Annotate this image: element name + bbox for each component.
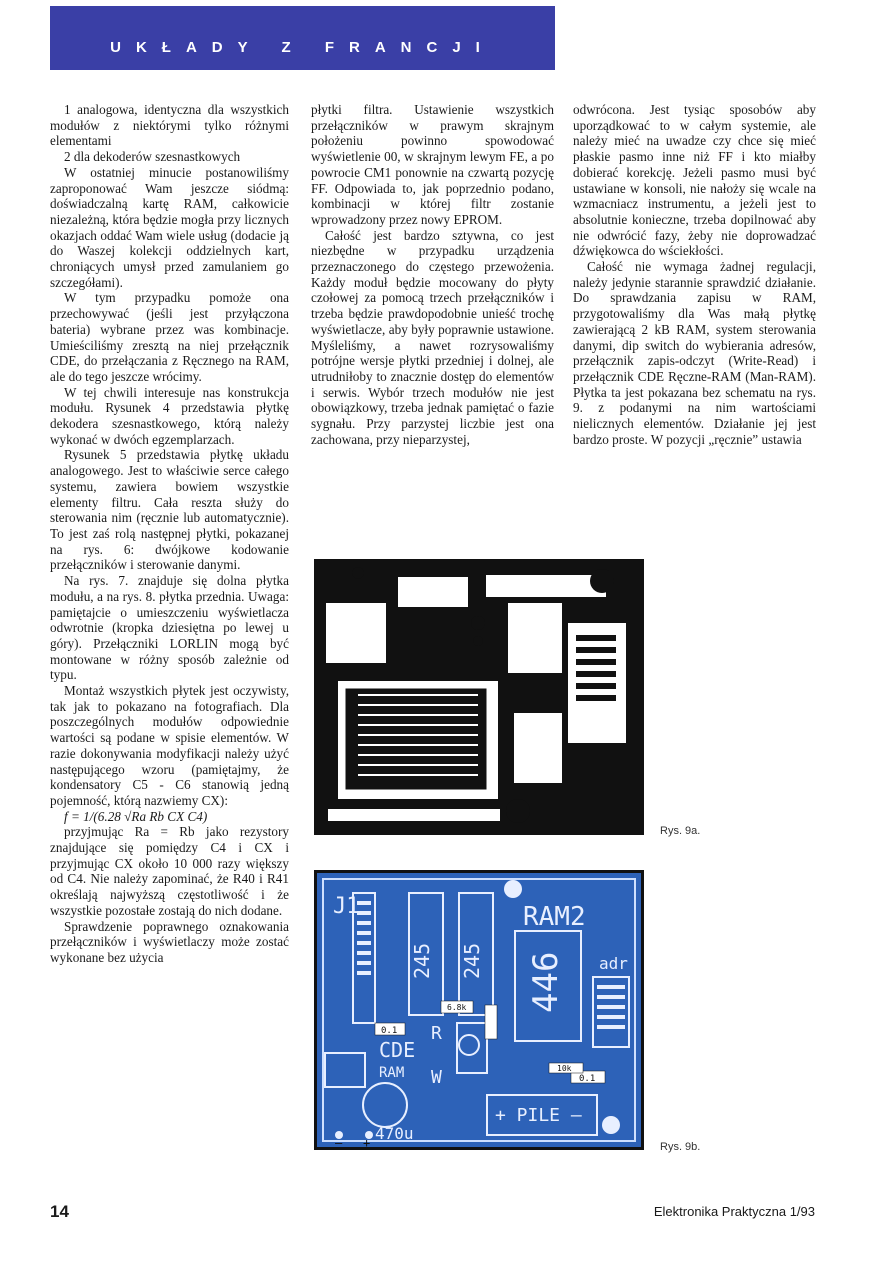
- paragraph: płytki filtra. Ustawienie wszystkich przełączników w prawym skrajnym położeniu powinno spowodować wyświetlenie 00, w skrajnym lewym FE, a po powrocie CM1 ponownie na czwartą pozycję FF. Odpowiada to, jak poprzednio podano, kombinacji w której filtr zostanie wprowadzony przez nowy EPROM.: [311, 102, 554, 227]
- formula: f = 1/(6.28 √Ra Rb CX C4): [64, 808, 208, 824]
- figure-caption-a: Rys. 9a.: [660, 825, 701, 837]
- paragraph: Montaż wszystkich płytek jest oczywisty, tak jak to pokazano na fotografiach. Dla poszczególnych modułów odpowiednie wartości są podane w spisie elementów. W razie dokonywania modyfikacji należy użyć następującego wzoru (pamiętajmy, że kondensatory C5 - C6 stanowią jedną pojemność, którą nazwiemy CX):: [50, 683, 289, 808]
- paragraph: Całość nie wymaga żadnej regulacji, należy jedynie starannie sprawdzić działanie. Do sprawdzania zapisu w RAM, przygotowaliśmy dla Was małą płytkę zawierającą 2 kB RAM, system sterowania danymi, dip switch do wybierania adresów, przełącznik zapis-odczyt (Write-Read) i przełącznik CDE Ręczne-RAM (Man-RAM). Płytka ta jest pokazana bez schematu na rys. 9. z podanymi na nim wartościami nielicznych elementów. Działanie jej jest bardzo proste. W pozycji „ręcznie” ustawia: [573, 259, 816, 447]
- paragraph: Całość jest bardzo sztywna, co jest niezbędne w przypadku urządzenia przeznaczonego do częstego przewożenia. Każdy moduł będzie mocowany do płyty czołowej za pomocą trzech przełączników i trzeba będzie prawdopodobnie unieść trochę wyświetlacze, aby były poprawnie ustawione. Myśleliśmy, a nawet rozrysowaliśmy potrójne wersje płytki przedniej i dolnej, ale utrudniłoby to znacznie dostęp do elementów i serwis. Wybór trzech modułów nie jest obowiązkowy, trzeba jednak pamiętać o fazie sygnału. Przy parzystej liczbie jest ona zachowana, przy nieparzystej,: [311, 227, 554, 447]
- figure-caption-b: Rys. 9b.: [660, 1141, 701, 1153]
- paragraph: Sprawdzenie poprawnego oznakowania przełączników i wyświetlaczy może zostać wykonane bez użycia: [50, 918, 289, 965]
- section-banner: [50, 6, 555, 70]
- label-chip3: 446: [526, 951, 566, 1013]
- page-number: 14: [50, 1202, 69, 1221]
- paragraph: przyjmując Ra = Rb jako rezystory znajdujące się pomiędzy C4 i CX i przyjmując CX około 10 000 razy większy od C4. Nie należy zapominać, że R40 i R41 określają najwyższą częstotliwość i że wszystkie pozostałe zostają do nich dodane.: [50, 824, 289, 918]
- label-ram2: RAM2: [523, 902, 586, 932]
- label-adr: adr: [599, 954, 628, 973]
- paragraph: 1 analogowa, identyczna dla wszystkich modułów z niektórymi tylko różnymi elementami: [50, 102, 289, 149]
- label-chip1: 245: [410, 942, 434, 979]
- label-r10k: 10k: [557, 1064, 572, 1073]
- text-column-1: [50, 102, 289, 966]
- label-r01a: 0.1: [381, 1026, 398, 1036]
- paragraph: W ostatniej minucie postanowiliśmy zaproponować Wam jeszcze siódmą: doświadczalną kartę RAM, całkowicie niezależną, która będzie mogła przy licznych okazjach oddać Wam wiele usług (dodacie ją do Waszej kolekcji oddzielnych kart, chroniących umysł przed zamulaniem go szczegółami).: [50, 164, 289, 290]
- label-w: W: [431, 1067, 442, 1088]
- label-cap: 470u: [375, 1124, 414, 1143]
- paragraph: Na rys. 7. znajduje się dolna płytka modułu, a na rys. 8. płytka przednia. Uwaga: pamiętajcie o umieszczeniu wyświetlacza odwrotnie (kropka dziesiętna po lewej u góry). Przełączniki LORLIN mogą być montowane w różny sposób zależnie od typu.: [50, 573, 289, 683]
- label-minus: –: [335, 1136, 343, 1147]
- label-chip2: 245: [460, 942, 484, 979]
- paragraph: W tym przypadku pomoże ona przechowywać (jeśli jest przyłączona bateria) wybrane przez was kombinacje. Umieściliśmy zresztą na niej przełącznik CDE, do przełączania z Ręcznego na RAM, ale do tego jeszcze wrócimy.: [50, 290, 289, 384]
- pcb-trace-art: [318, 563, 640, 831]
- label-ram: RAM: [379, 1065, 405, 1081]
- label-plus: +: [363, 1136, 371, 1147]
- paragraph: odwrócona. Jest tysiąc sposobów aby uporządkować to w całym systemie, ale należy mieć na uwadze czy chce się mieć płaskie pasmo inne niż FF i kto miałby dobierać korekcję. Jeżeli pasmo musi być ustawiane w konsoli, nie nałoży się wcale na wzmacniacz instrumentu, a jeżeli jest to absolutnie konieczne, trzeba dopilnować aby nie odwrócić fazy, żeby nie doprowadzać dźwiękowca do wściekłości.: [573, 102, 816, 259]
- label-j1: J1: [333, 894, 360, 919]
- paragraph: W tej chwili interesuje nas konstrukcja modułu. Rysunek 4 przedstawia płytkę dekodera szesnastkowego, którą należy wykonać w dwóch egzemplarzach.: [50, 384, 289, 447]
- banner-title: UKŁADY Z FRANCJI: [110, 38, 495, 56]
- text-column-2: [311, 102, 554, 447]
- label-cde: CDE: [379, 1038, 416, 1062]
- label-pile: + PILE –: [495, 1105, 582, 1126]
- label-r01b: 0.1: [579, 1074, 596, 1084]
- pcb-layout-figure: [314, 559, 644, 835]
- component-art: [317, 873, 641, 1147]
- label-r68k: 6.8k: [447, 1003, 467, 1012]
- component-layout-figure: [314, 870, 644, 1150]
- journal-name: Elektronika Praktyczna 1/93: [653, 1204, 815, 1219]
- paragraph: Rysunek 5 przedstawia płytkę układu analogowego. Jest to właściwie serce całego systemu, zawiera bowiem wszystkie elementy filtru. Cała reszta służy do sterowania nim (ręcznie lub automatycznie). To jest zaś rolą następnej płytki, pokazanej na rys. 6: dwójkowe kodowanie przełączników i sterowanie danymi.: [50, 447, 289, 573]
- text-column-3: [573, 102, 816, 447]
- paragraph: 2 dla dekoderów szesnastkowych: [64, 149, 241, 165]
- label-r: R: [431, 1023, 442, 1044]
